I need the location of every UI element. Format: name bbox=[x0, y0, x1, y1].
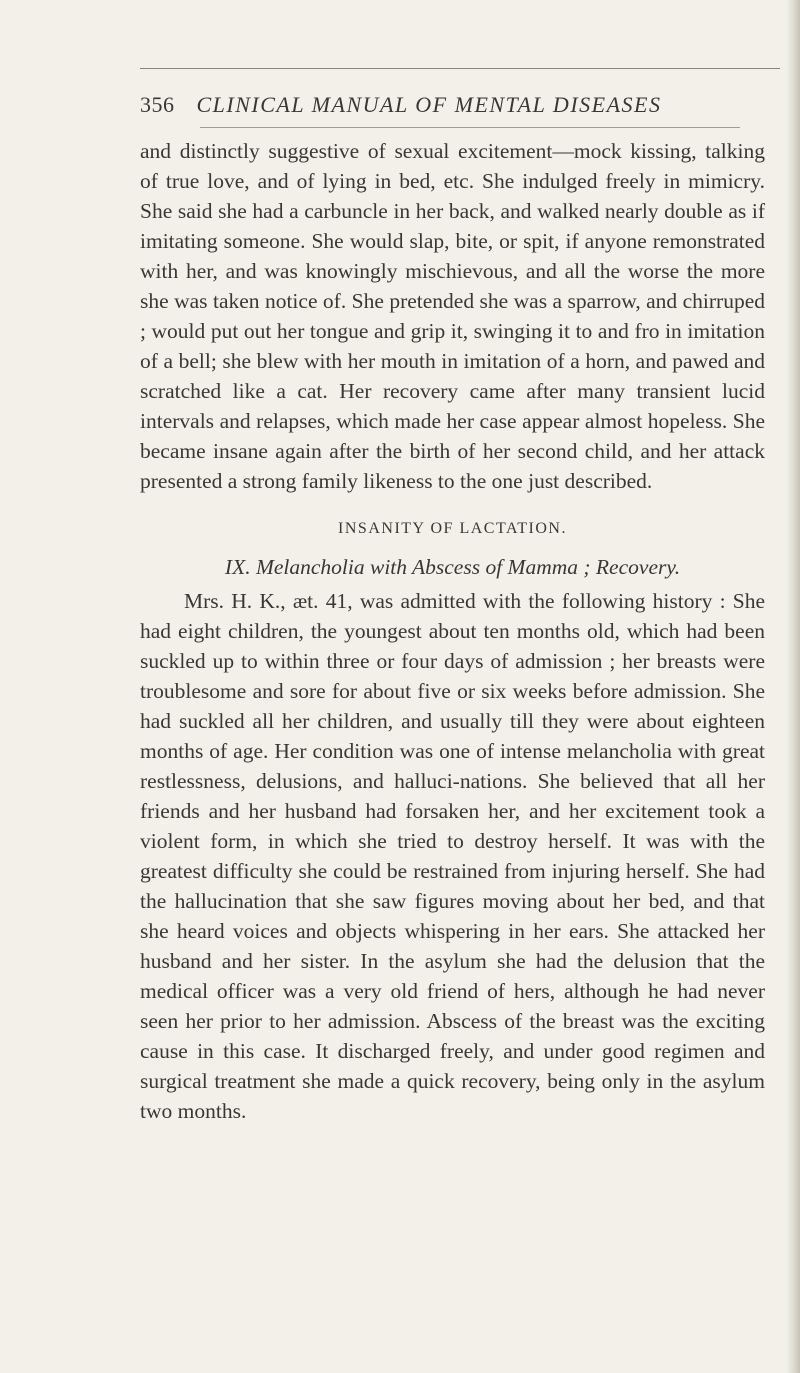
paragraph-case-history: Mrs. H. K., æt. 41, was admitted with the following history : She had eight children, the youngest about ten months old, which had been suckled up to within three or four days of admission ; her breasts were troublesome and sore for about five or six weeks before admission. She had suckled all her children, and usually till they were about eighteen months of age. Her condition was one of intense melancholia with great restlessness, delusions, and halluci-nations. She believed that all her friends and her husband had forsaken her, and her excitement took a violent form, in which she tried to destroy herself. It was with the greatest difficulty she could be restrained from injuring herself. She had the hallucination that she saw figures moving about her bed, and that she heard voices and objects whispering in her ears. She attacked her husband and her sister. In the asylum she had the delusion that the medical officer was a very old friend of hers, although he had never seen her prior to her admission. Abscess of the breast was the exciting cause in this case. It discharged freely, and under good regimen and surgical treatment she made a quick recovery, being only in the asylum two months. bbox=[140, 589, 765, 1123]
header-rule bbox=[200, 127, 740, 128]
page-edge-shadow bbox=[786, 0, 800, 1373]
page-number: 356 bbox=[140, 92, 175, 117]
page-body bbox=[140, 136, 765, 1126]
section-heading: INSANITY OF LACTATION. bbox=[338, 520, 567, 537]
top-rule bbox=[140, 68, 780, 69]
running-title: CLINICAL MANUAL OF MENTAL DISEASES bbox=[196, 92, 662, 117]
page-header bbox=[140, 92, 760, 118]
case-title: IX. Melancholia with Abscess of Mamma ; Recovery. bbox=[224, 555, 681, 579]
paragraph-continued: and distinctly suggestive of sexual excitement—mock kissing, talking of true love, and of lying in bed, etc. She indulged freely in mimicry. She said she had a carbuncle in her back, and walked nearly double as if imitating someone. She would slap, bite, or spit, if anyone remonstrated with her, and was knowingly mischievous, and all the worse the more she was taken notice of. She pretended she was a sparrow, and chirruped ; would put out her tongue and grip it, swinging it to and fro in imitation of a bell; she blew with her mouth in imitation of a horn, and pawed and scratched like a cat. Her recovery came after many transient lucid intervals and relapses, which made her case appear almost hopeless. She became insane again after the birth of her second child, and her attack presented a strong family likeness to the one just described. bbox=[140, 139, 765, 493]
